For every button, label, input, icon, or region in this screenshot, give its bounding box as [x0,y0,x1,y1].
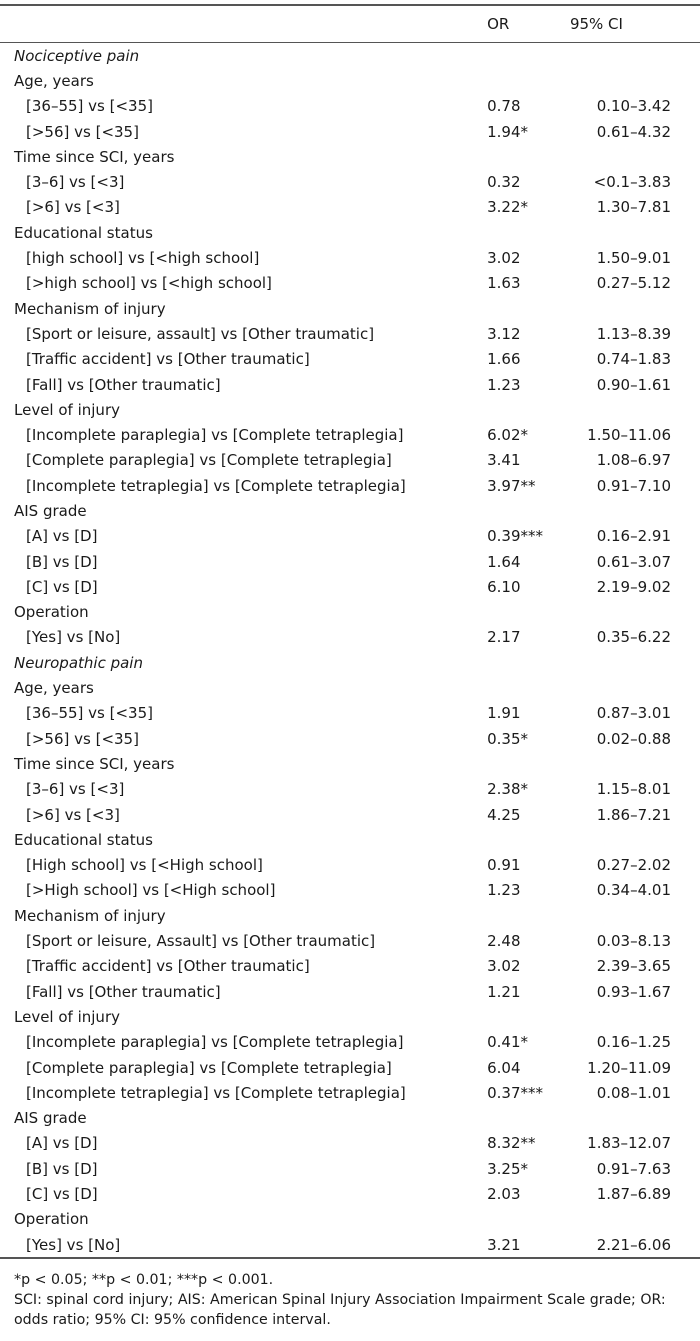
confidence-interval-cell [568,498,700,523]
odds-ratio-cell [487,296,568,321]
table-footnotes [14,1270,694,1330]
odds-ratio-cell [487,144,568,169]
confidence-interval-cell [568,144,700,169]
comparison-label: [3–6] vs [<3] [26,173,125,192]
confidence-interval-cell [568,650,700,675]
comparison-label: [Yes] vs [No] [26,628,121,647]
odds-ratio-cell: 0.32 [487,173,521,192]
odds-ratio-cell [487,600,568,625]
table-row [0,271,700,296]
table-row [0,701,700,726]
confidence-interval-cell: 0.91–7.10 [596,476,671,495]
odds-ratio-cell: 3.22* [487,198,529,217]
odds-ratio-cell: 0.91 [487,856,521,875]
variable-label: Operation [14,603,89,622]
comparison-label: [Complete paraplegia] vs [Complete tetraplegia] [26,1058,392,1077]
odds-ratio-cell [487,43,568,69]
confidence-interval-cell [568,1207,700,1232]
section-heading-row [0,43,700,69]
group-heading-row [0,751,700,776]
table-row [0,1055,700,1080]
group-heading-row [0,296,700,321]
comparison-label: [36–55] vs [<35] [26,97,153,116]
confidence-interval-cell: 0.93–1.67 [596,982,671,1001]
odds-ratio-cell: 2.03 [487,1185,521,1203]
confidence-interval-cell: 0.87–3.01 [596,704,671,723]
variable-label: Level of injury [14,1007,120,1026]
odds-ratio-cell [487,903,568,928]
confidence-interval-cell: 0.10–3.42 [596,97,671,116]
group-heading-row [0,675,700,700]
odds-ratio-cell: 0.41* [487,1033,529,1052]
odds-ratio-table [0,4,700,1259]
confidence-interval-cell [568,43,700,69]
odds-ratio-cell: 3.02 [487,957,521,976]
confidence-interval-cell: 0.90–1.61 [596,375,671,394]
variable-label: Time since SCI, years [14,754,175,773]
odds-ratio-cell: 1.23 [487,375,521,394]
abbreviations-note: SCI: spinal cord injury; AIS: American Spinal Injury Association Impairment Scale grade; OR: odds ratio; 95% CI: 95% confidence interval. [14,1292,666,1328]
table-row [0,726,700,751]
confidence-interval-cell [568,1004,700,1029]
table-row [0,1030,700,1055]
group-heading-row [0,1207,700,1232]
comparison-label: [B] vs [D] [26,1159,98,1178]
table-row [0,448,700,473]
odds-ratio-cell [487,220,568,245]
comparison-label: [Complete paraplegia] vs [Complete tetraplegia] [26,451,392,470]
confidence-interval-cell: 0.27–5.12 [596,274,671,293]
confidence-interval-cell: 0.61–3.07 [596,552,671,571]
odds-ratio-cell [487,650,568,675]
confidence-interval-cell: 0.16–1.25 [596,1033,671,1052]
comparison-label: [>6] vs [<3] [26,198,120,217]
odds-ratio-cell: 1.21 [487,982,521,1001]
odds-ratio-cell [487,1105,568,1130]
confidence-interval-cell: 0.91–7.63 [596,1159,671,1178]
confidence-interval-cell [568,296,700,321]
section-label: Neuropathic pain [14,653,143,672]
table-body [0,43,700,1259]
confidence-interval-cell [568,220,700,245]
table-row [0,928,700,953]
group-heading-row [0,498,700,523]
group-heading-row [0,397,700,422]
confidence-interval-cell: 0.61–4.32 [596,122,671,141]
odds-ratio-cell: 0.78 [487,97,521,116]
comparison-label: [36–55] vs [<35] [26,704,153,723]
odds-ratio-cell [487,675,568,700]
confidence-interval-cell: 0.35–6.22 [596,628,671,647]
table-row [0,1080,700,1105]
confidence-interval-cell [568,751,700,776]
comparison-label: [Fall] vs [Other traumatic] [26,375,221,394]
confidence-interval-cell: 1.08–6.97 [596,451,671,470]
group-heading-row [0,903,700,928]
odds-ratio-cell: 0.35* [487,729,529,748]
table-row [0,802,700,827]
comparison-label: [B] vs [D] [26,552,98,571]
comparison-label: [Traffic accident] vs [Other traumatic] [26,350,310,369]
table-row [0,422,700,447]
confidence-interval-cell: 0.74–1.83 [596,350,671,369]
comparison-label: [>56] vs [<35] [26,729,139,748]
odds-ratio-cell: 2.48 [487,932,521,951]
odds-ratio-cell: 1.63 [487,274,521,293]
comparison-label: [>56] vs [<35] [26,122,139,141]
odds-ratio-cell: 6.04 [487,1058,521,1077]
odds-ratio-cell: 6.10 [487,577,521,596]
variable-label: Time since SCI, years [14,147,175,166]
comparison-label: [Incomplete paraplegia] vs [Complete tetraplegia] [26,1033,404,1052]
table-row [0,853,700,878]
group-heading-row [0,1004,700,1029]
odds-ratio-cell: 2.17 [487,628,521,647]
table-row [0,372,700,397]
confidence-interval-cell [568,397,700,422]
variable-label: AIS grade [14,501,87,520]
variable-label: Mechanism of injury [14,906,166,925]
confidence-interval-cell: 1.15–8.01 [596,780,671,799]
variable-label: Age, years [14,71,94,90]
table-row [0,195,700,220]
table-row [0,979,700,1004]
table-row [0,954,700,979]
group-heading-row [0,600,700,625]
variable-label: Educational status [14,223,153,242]
odds-ratio-cell: 1.91 [487,704,521,723]
odds-ratio-cell: 6.02* [487,426,529,445]
table-row [0,245,700,270]
odds-ratio-cell: 1.66 [487,350,521,369]
odds-ratio-cell: 3.25* [487,1159,529,1178]
comparison-label: [high school] vs [<high school] [26,249,260,268]
group-heading-row [0,827,700,852]
odds-ratio-cell [487,751,568,776]
confidence-interval-cell: 1.13–8.39 [596,324,671,343]
comparison-label: [Incomplete tetraplegia] vs [Complete tetraplegia] [26,476,406,495]
confidence-interval-cell: <0.1–3.83 [593,173,671,192]
odds-ratio-cell: 3.21 [487,1232,568,1258]
header-or: OR [487,5,568,43]
table-header-row [0,5,700,43]
table-row [0,321,700,346]
comparison-label: [Incomplete paraplegia] vs [Complete tetraplegia] [26,426,404,445]
confidence-interval-cell [568,675,700,700]
table-row [0,574,700,599]
group-heading-row [0,1105,700,1130]
comparison-label: [Traffic accident] vs [Other traumatic] [26,957,310,976]
section-label: Nociceptive pain [14,46,140,65]
comparison-label: [C] vs [D] [26,1185,98,1203]
confidence-interval-cell: 0.02–0.88 [596,729,671,748]
odds-ratio-cell: 4.25 [487,805,521,824]
confidence-interval-cell: 1.50–9.01 [596,249,671,268]
comparison-label: [Fall] vs [Other traumatic] [26,982,221,1001]
confidence-interval-cell [568,903,700,928]
header-ci: 95% CI [568,5,700,43]
comparison-label: [Incomplete tetraplegia] vs [Complete tetraplegia] [26,1083,406,1102]
variable-label: Age, years [14,679,94,698]
confidence-interval-cell: 2.21–6.06 [568,1232,700,1258]
comparison-label: [A] vs [D] [26,527,98,546]
odds-ratio-cell: 3.97** [487,476,536,495]
confidence-interval-cell: 0.08–1.01 [596,1083,671,1102]
confidence-interval-cell: 0.27–2.02 [596,856,671,875]
table-row [0,473,700,498]
group-heading-row [0,144,700,169]
odds-ratio-cell: 0.39*** [487,527,544,546]
odds-ratio-cell [487,1004,568,1029]
header-variable [0,5,487,43]
table-row [0,169,700,194]
comparison-label: [Yes] vs [No] [0,1232,487,1258]
confidence-interval-cell [568,600,700,625]
confidence-interval-cell: 1.30–7.81 [596,198,671,217]
confidence-interval-cell: 2.39–3.65 [596,957,671,976]
odds-ratio-cell: 0.37*** [487,1083,544,1102]
odds-ratio-cell [487,1207,568,1232]
group-heading-row [0,220,700,245]
odds-ratio-cell: 1.94* [487,122,529,141]
comparison-label: [Sport or leisure, Assault] vs [Other traumatic] [26,932,376,951]
comparison-label: [A] vs [D] [26,1134,98,1153]
confidence-interval-cell: 0.16–2.91 [596,527,671,546]
confidence-interval-cell: 1.87–6.89 [596,1185,671,1203]
table-row [0,1156,700,1181]
comparison-label: [Sport or leisure, assault] vs [Other traumatic] [26,324,375,343]
confidence-interval-cell: 1.50–11.06 [587,426,671,445]
confidence-interval-cell [568,1105,700,1130]
comparison-label: [>High school] vs [<High school] [26,881,276,900]
group-heading-row [0,68,700,93]
variable-label: Level of injury [14,400,120,419]
odds-ratio-cell: 3.41 [487,451,521,470]
odds-ratio-cell [487,397,568,422]
confidence-interval-cell: 1.83–12.07 [587,1134,671,1153]
odds-ratio-cell [487,498,568,523]
variable-label: Operation [14,1210,89,1229]
table-row [0,878,700,903]
odds-ratio-cell [487,827,568,852]
confidence-interval-cell [568,827,700,852]
significance-note: *p < 0.05; **p < 0.01; ***p < 0.001. [14,1272,274,1288]
confidence-interval-cell: 1.20–11.09 [587,1058,671,1077]
odds-ratio-cell [487,68,568,93]
odds-ratio-cell: 2.38* [487,780,529,799]
table-row [0,549,700,574]
variable-label: Educational status [14,830,153,849]
comparison-label: [C] vs [D] [26,577,98,596]
odds-ratio-cell: 3.02 [487,249,521,268]
table-row [0,524,700,549]
confidence-interval-cell [568,68,700,93]
confidence-interval-cell: 2.19–9.02 [596,577,671,596]
odds-ratio-cell: 1.23 [487,881,521,900]
variable-label: Mechanism of injury [14,299,166,318]
table-row [0,347,700,372]
comparison-label: [>high school] vs [<high school] [26,274,272,293]
odds-ratio-cell: 1.64 [487,552,521,571]
confidence-interval-cell: 0.03–8.13 [596,932,671,951]
table-row [0,1232,700,1258]
confidence-interval-cell: 0.34–4.01 [596,881,671,900]
table-row [0,94,700,119]
odds-ratio-cell: 3.12 [487,324,521,343]
confidence-interval-cell: 1.86–7.21 [596,805,671,824]
comparison-label: [3–6] vs [<3] [26,780,125,799]
table-row [0,1181,700,1206]
section-heading-row [0,650,700,675]
table-row [0,1131,700,1156]
odds-ratio-cell: 8.32** [487,1134,536,1153]
comparison-label: [>6] vs [<3] [26,805,120,824]
table-row [0,777,700,802]
table-row [0,625,700,650]
comparison-label: [High school] vs [<High school] [26,856,263,875]
table-row [0,119,700,144]
variable-label: AIS grade [14,1109,87,1128]
